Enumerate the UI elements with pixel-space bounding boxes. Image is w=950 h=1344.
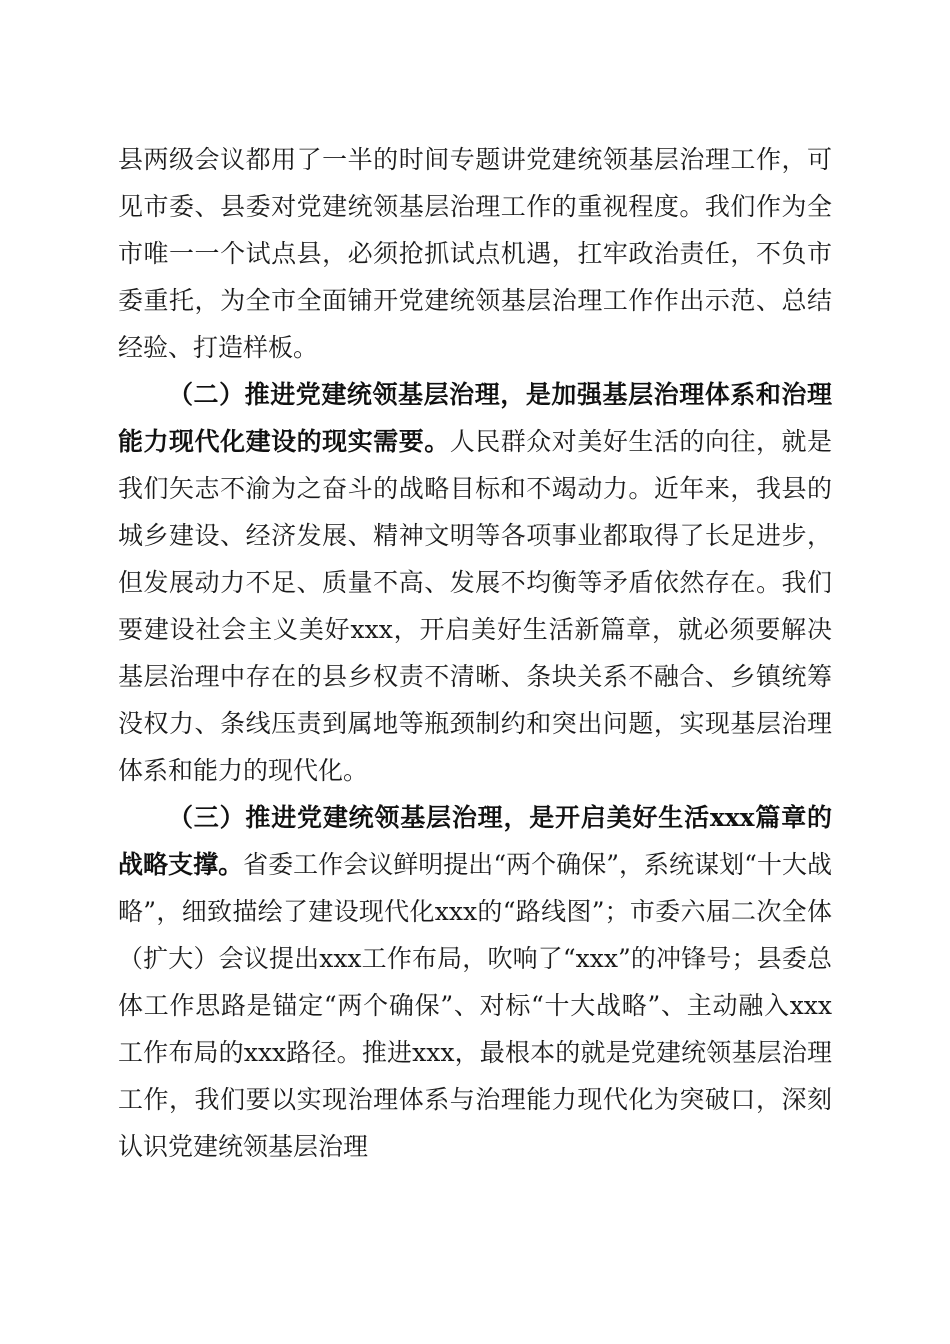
section-heading: （二）推进党建统领基层治理，是加强基层治理体系和治理能力现代化建设的现实需要。	[118, 380, 832, 456]
paragraph-text: 人民群众对美好生活的向往，就是我们矢志不渝为之奋斗的战略目标和不竭动力。近年来，我县的城乡建设、经济发展、精神文明等各项事业都取得了长足进步，但发展动力不足、质量不高、发展不均衡等矛盾依然存在。我们要建设社会主义美好xxx，开启美好生活新篇章，就必须要解决基层治理中存在的县乡权责不清晰、条块关系不融合、乡镇统筹没权力、条线压责到属地等瓶颈制约和突出问题，实现基层治理体系和能力的现代化。	[118, 427, 832, 785]
paragraph-section-two	[118, 371, 832, 794]
document-body	[118, 136, 832, 1170]
paragraph-continuation	[118, 136, 832, 371]
section-heading: （三）推进党建统领基层治理，是开启美好生活xxx篇章的战略支撑。	[118, 803, 832, 879]
paragraph-text: 省委工作会议鲜明提出“两个确保”，系统谋划“十大战略”，细致描绘了建设现代化xxx的“路线图”；市委六届二次全体（扩大）会议提出xxx工作布局，吹响了“xxx”的冲锋号；县委总体工作思路是锚定“两个确保”、对标“十大战略”、主动融入xxx工作布局的xxx路径。推进xxx，最根本的就是党建统领基层治理工作，我们要以实现治理体系与治理能力现代化为突破口，深刻认识党建统领基层治理	[118, 850, 832, 1161]
paragraph-section-three	[118, 794, 832, 1170]
paragraph-text: 县两级会议都用了一半的时间专题讲党建统领基层治理工作，可见市委、县委对党建统领基层治理工作的重视程度。我们作为全市唯一一个试点县，必须抢抓试点机遇，扛牢政治责任，不负市委重托，为全市全面铺开党建统领基层治理工作作出示范、总结经验、打造样板。	[118, 145, 832, 362]
